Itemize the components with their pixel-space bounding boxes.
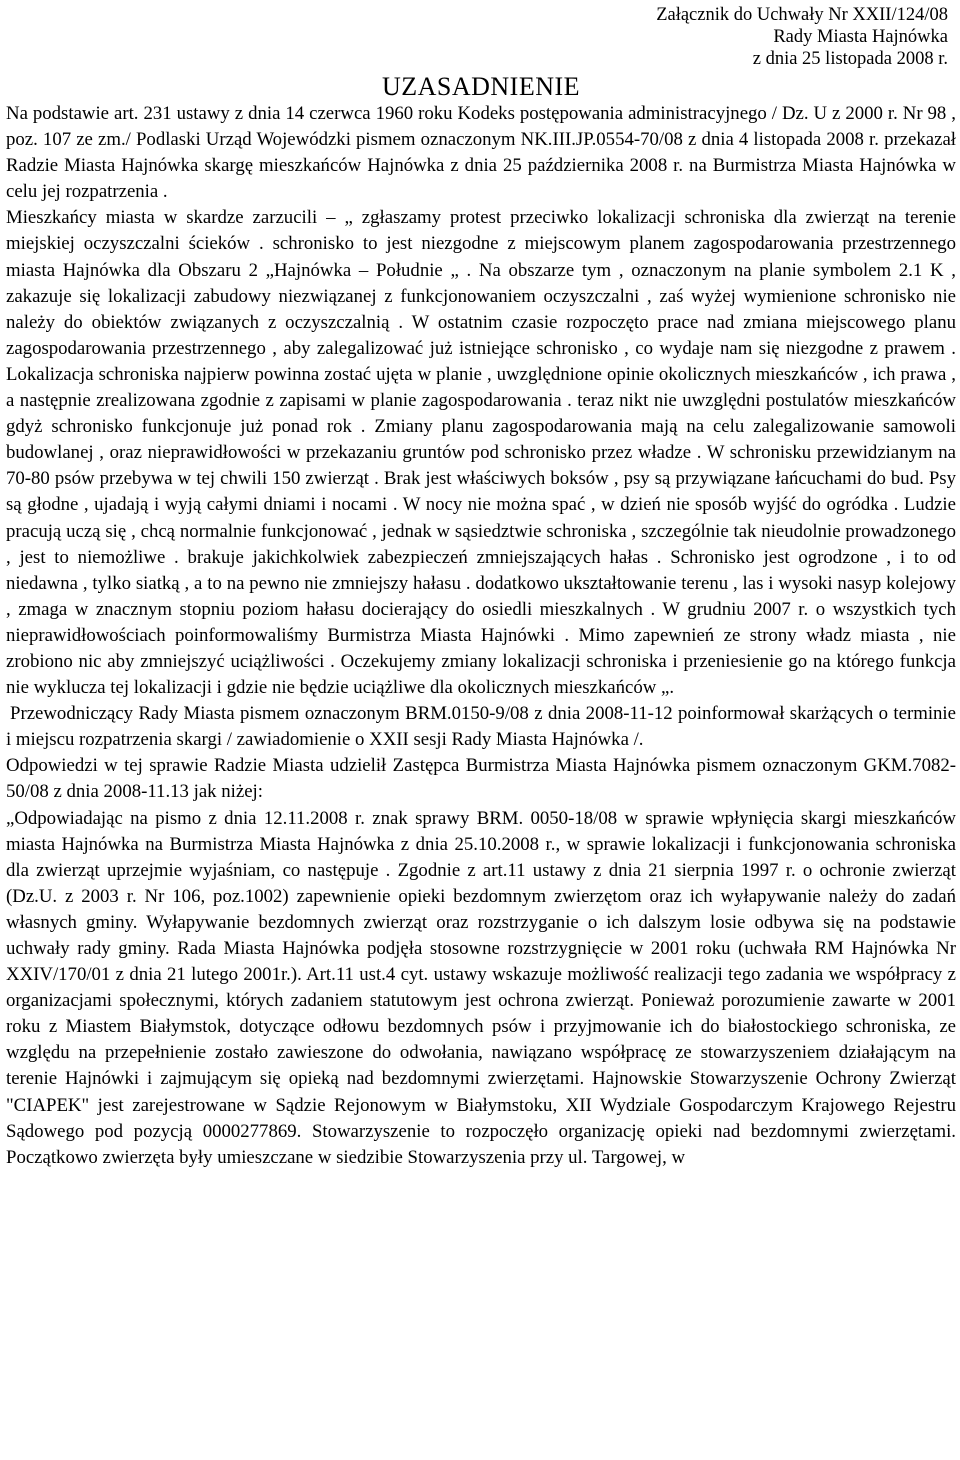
document-body (6, 101, 956, 1171)
attachment-note (656, 4, 948, 70)
document-page (6, 0, 956, 1460)
paragraph-complaint: Mieszkańcy miasta w skardze zarzucili – „ zgłaszamy protest przeciwko lokalizacji schroniska dla zwierząt na terenie miejskiej oczyszczalni ścieków . schronisko to jest niezgodne z miejscowym planem zagospodarowania przestrzennego miasta Hajnówka dla Obszaru 2 „Hajnówka – Południe „ . Na obszarze tym , oznaczonym na planie symbolem 2.1 K , zakazuje się lokalizacji zabudowy niezwiązanej z funkcjonowaniem oczyszczalni , zaś wyżej wymienione schronisko nie należy do obiektów związanych z oczyszczalnią . W ostatnim czasie rozpoczęto prace nad zmiana miejscowego planu zagospodarowania przestrzennego , aby zalegalizować już istniejące schronisko , co wydaje nam się niezgodne z prawem . Lokalizacja schroniska najpierw powinna zostać ujęta w planie , uwzględnione opinie okolicznych mieszkańców , ich prawa , a następnie zrealizowana zgodnie z zapisami w planie zagospodarowania . teraz nikt nie uwzględni postulatów mieszkańców gdyż schronisko funkcjonuje już ponad rok . Zmiany planu zagospodarowania mają na celu zalegalizowanie samowoli budowlanej , oraz nieprawidłowości w przekazaniu gruntów pod schronisko przez władze . W schronisku przewidzianym na 70-80 psów przebywa w tej chwili 150 zwierząt . Brak jest właściwych boksów , psy są przywiązane łańcuchami do bud. Psy są głodne , ujadają i wyją całymi dniami i nocami . W nocy nie można spać , w dzień nie sposób wyjść do ogródka . Ludzie pracują uczą się , chcą normalnie funkcjonować , jednak w sąsiedztwie schroniska , szczególnie tak nieudolnie prowadzonego , jest to niemożliwe . brakuje jakichkolwiek zabezpieczeń zmniejszających hałas . Schronisko jest ogrodzone , i to od niedawna , tylko siatką , a to na pewno nie zmniejszy hałasu . dodatkowo ukształtowanie terenu , las i wysoki nasyp kolejowy , zmaga w znacznym stopniu poziom hałasu docierający do osiedli mieszkalnych . W grudniu 2007 r. o wszystkich tych nieprawidłowościach poinformowaliśmy Burmistrza Miasta Hajnówki . Mimo zapewnień ze strony władz miasta , nie zrobiono nic aby zmniejszyć uciążliwości . Oczekujemy zmiany lokalizacji schroniska i przeniesienie go na którego funkcja nie wyklucza tej lokalizacji i gdzie nie będzie uciążliwe dla okolicznych mieszkańców „. (6, 207, 956, 699)
attachment-line-3: z dnia 25 listopada 2008 r. (752, 49, 948, 69)
document-heading: UZASADNIENIE (381, 72, 581, 101)
paragraph-response-quote: „Odpowiadając na pismo z dnia 12.11.2008 r. znak sprawy BRM. 0050-18/08 w sprawie wpłynięcia skargi mieszkańców miasta Hajnówka na Burmistrza Miasta Hajnówka z dnia 25.10.2008 r., w sprawie lokalizacji i funkcjonowania schroniska dla zwierząt uprzejmie wyjaśniam, co następuje . Zgodnie z art.11 ustawy z dnia 21 sierpnia 1997 r. o ochronie zwierząt (Dz.U. z 2003 r. Nr 106, poz.1002) zapewnienie opieki bezdomnym zwierzętom oraz ich wyłapywanie należy do zadań własnych gminy. Wyłapywanie bezdomnych zwierząt oraz rozstrzyganie o ich dalszym losie odbywa się na podstawie uchwały rady gminy. Rada Miasta Hajnówka podjęła stosowne rozstrzygnięcie w 2001 roku (uchwała RM Hajnówka Nr XXIV/170/01 z dnia 21 lutego 2001r.). Art.11 ust.4 cyt. ustawy wskazuje możliwość realizacji tego zadania we współpracy z organizacjami społecznymi, których zadaniem statutowym jest ochrona zwierząt. Ponieważ porozumienie zawarte w 2001 roku z Miastem Białymstok, dotyczące odłowu bezdomnych psów i przyjmowanie ich do białostockiego schroniska, ze względu na przepełnienie zostało zawieszone do odwołania, nawiązano współpracę ze stowarzyszeniem działającym na terenie Hajnówki i zajmującym się opieką nad bezdomnymi zwierzętami. Hajnowskie Stowarzyszenie Ochrony Zwierząt "CIAPEK" jest zarejestrowane w Sądzie Rejonowym w Białymstoku, XII Wydziale Gospodarczym Krajowego Rejestru Sądowego pod pozycją 0000277869. Stowarzyszenie to rozpoczęło organizację opieki nad bezdomnymi zwierzętami. Początkowo zwierzęta były umieszczane w siedzibie Stowarzyszenia przy ul. Targowej, w (6, 807, 956, 1168)
paragraph-response-intro: Odpowiedzi w tej sprawie Radzie Miasta udzielił Zastępca Burmistrza Miasta Hajnówka pismem oznaczonym GKM.7082-50/08 z dnia 2008-11.13 jak niżej: (6, 755, 956, 803)
paragraph-chairman-notice: Przewodniczący Rady Miasta pismem oznaczonym BRM.0150-9/08 z dnia 2008-11-12 poinformował skarżących o terminie i miejscu rozpatrzenia skargi / zawiadomienie o XXII sesji Rady Miasta Hajnówka /. (6, 703, 956, 751)
attachment-line-2: Rady Miasta Hajnówka (773, 27, 948, 47)
paragraph-legal-basis: Na podstawie art. 231 ustawy z dnia 14 czerwca 1960 roku Kodeks postępowania administracyjnego / Dz. U z 2000 r. Nr 98 , poz. 107 ze zm./ Podlaski Urząd Wojewódzki pismem oznaczonym NK.III.JP.0554-70/08 z dnia 4 listopada 2008 r. przekazał Radzie Miasta Hajnówka skargę mieszkańców Hajnówka z dnia 25 października 2008 r. na Burmistrza Miasta Hajnówka w celu jej rozpatrzenia . (6, 103, 956, 203)
attachment-line-1: Załącznik do Uchwały Nr XXII/124/08 (656, 5, 948, 25)
